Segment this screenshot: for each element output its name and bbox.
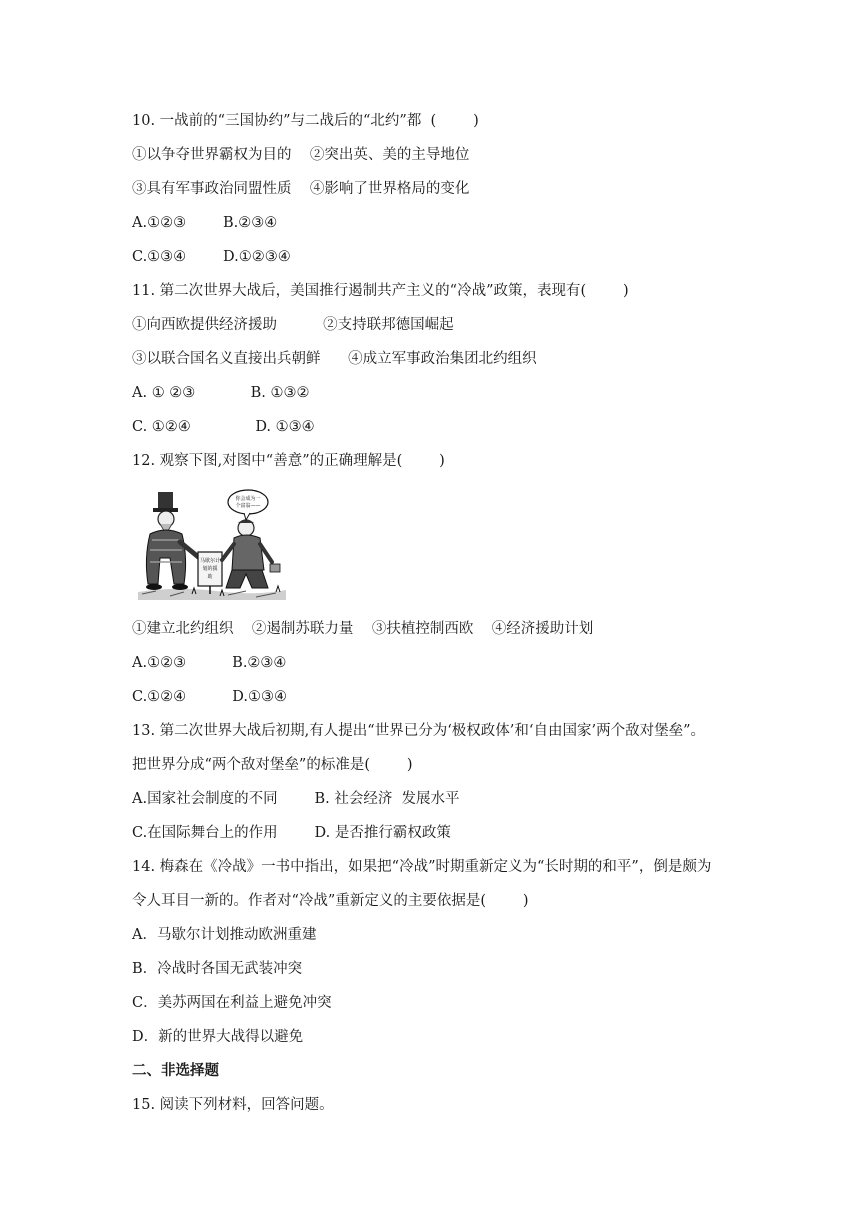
q11-options-2: ③以联合国名义直接出兵朝鲜 ④成立军事政治集团北约组织 <box>132 351 537 367</box>
q11-options-1: ①向西欧提供经济援助 ②支持联邦德国崛起 <box>132 317 454 333</box>
q14-option-d: D．新的世界大战得以避免 <box>132 1029 304 1045</box>
q14-option-a: A．马歇尔计划推动欧洲重建 <box>132 927 317 943</box>
q12-answers-1: A.①②③ B.②③④ <box>132 655 287 671</box>
q14-stem-2: 令人耳目一新的。作者对“冷战”重新定义的主要依据是( ) <box>132 893 529 909</box>
q13-answers-2: C.在国际舞台上的作用 D. 是否推行霸权政策 <box>132 825 451 841</box>
q10-stem: 10. 一战前的“三国协约”与二战后的“北约”都 ( ) <box>132 113 479 129</box>
q12-stem: 12. 观察下图,对图中“善意”的正确理解是( ) <box>132 453 445 469</box>
marshall-plan-cartoon <box>136 488 288 603</box>
q10-options-2: ③具有军事政治同盟性质 ④影响了世界格局的变化 <box>132 181 470 197</box>
q13-stem-1: 13. 第二次世界大战后初期,有人提出“世界已分为‘极权政体’和‘自由国家’两个敌对堡垒”。 <box>132 723 706 739</box>
q11-stem: 11. 第二次世界大战后，美国推行遏制共产主义的“冷战”政策，表现有( ) <box>132 283 629 299</box>
q15-stem: 15. 阅读下列材料，回答问题。 <box>132 1097 334 1113</box>
sign-text-1: 马歇尔计 <box>199 558 221 564</box>
q12-answers-2: C.①②④ D.①③④ <box>132 689 287 705</box>
q13-answers-1: A.国家社会制度的不同 B. 社会经济 发展水平 <box>132 791 460 807</box>
sign-text-3: 助 <box>207 574 213 580</box>
q13-stem-2: 把世界分成“两个敌对堡垒”的标准是( ) <box>132 757 413 773</box>
section-heading: 二、非选择题 <box>132 1062 219 1079</box>
q11-answers-2: C. ①②④ D. ①③④ <box>132 419 315 435</box>
q11-answers-1: A. ① ②③ B. ①③② <box>132 385 310 401</box>
q14-option-c: C．美苏两国在利益上避免冲突 <box>132 995 332 1011</box>
bubble-text-1: 你会成为一 <box>235 496 261 502</box>
q14-stem-1: 14. 梅森在《冷战》一书中指出，如果把“冷战”时期重新定义为“长时期的和平”，倒是颇为 <box>132 859 712 875</box>
sign-text-2: 划的援 <box>202 566 218 572</box>
q10-options-1: ①以争夺世界霸权为目的 ②突出英、美的主导地位 <box>132 147 470 163</box>
q10-answers-1: A.①②③ B.②③④ <box>132 215 278 231</box>
q12-options: ①建立北约组织 ②遏制苏联力量 ③扶植控制西欧 ④经济援助计划 <box>132 621 594 637</box>
bubble-text-2: 个富翁—— <box>235 503 261 509</box>
q10-answers-2: C.①③④ D.①②③④ <box>132 249 291 265</box>
q14-option-b: B．冷战时各国无武装冲突 <box>132 961 303 977</box>
